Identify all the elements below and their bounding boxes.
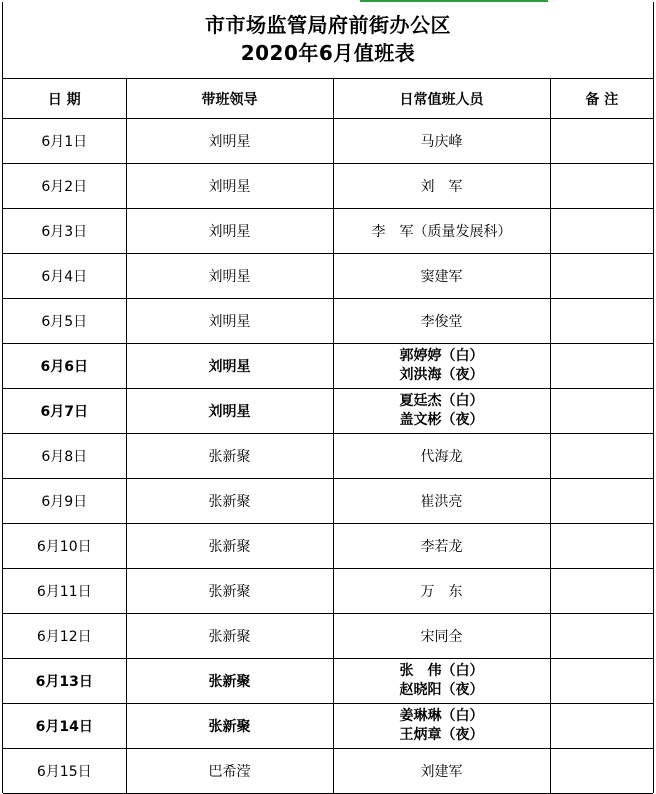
- staff-name: 李俊堂: [420, 314, 463, 330]
- header-date[interactable]: 日 期: [3, 79, 126, 119]
- staff-name: 刘洪海（夜）: [399, 367, 484, 383]
- cell-date[interactable]: 6月4日: [3, 254, 126, 299]
- cell-leader[interactable]: 巴希滢: [126, 749, 333, 794]
- table-row: [3, 524, 653, 569]
- cell-date[interactable]: 6月15日: [3, 749, 126, 794]
- cell-date[interactable]: 6月6日: [3, 344, 126, 389]
- cell-remarks[interactable]: [550, 659, 653, 704]
- staff-name: 宋同全: [420, 629, 463, 645]
- cell-staff[interactable]: [333, 119, 550, 164]
- staff-name: 赵晓阳（夜）: [399, 682, 484, 698]
- table-row: [3, 299, 653, 344]
- cell-date[interactable]: 6月11日: [3, 569, 126, 614]
- cell-remarks[interactable]: [550, 164, 653, 209]
- cell-leader[interactable]: 刘明星: [126, 254, 333, 299]
- cell-staff[interactable]: [333, 299, 550, 344]
- cell-remarks[interactable]: [550, 254, 653, 299]
- table-row: [3, 434, 653, 479]
- table-row: [3, 704, 653, 749]
- staff-name: 李 军（质量发展科）: [371, 224, 512, 240]
- cell-staff[interactable]: [333, 344, 550, 389]
- staff-name: 窦建军: [420, 269, 463, 285]
- staff-name: 马庆峰: [420, 134, 463, 150]
- cell-staff[interactable]: [333, 524, 550, 569]
- cell-leader[interactable]: 张新聚: [126, 659, 333, 704]
- header-row: [3, 79, 653, 119]
- cell-leader[interactable]: 张新聚: [126, 479, 333, 524]
- staff-name: 姜琳琳（白）: [399, 708, 484, 724]
- staff-name: 刘建军: [420, 764, 463, 780]
- cell-date[interactable]: 6月1日: [3, 119, 126, 164]
- cell-staff[interactable]: [333, 209, 550, 254]
- table-row: [3, 569, 653, 614]
- cell-date[interactable]: 6月2日: [3, 164, 126, 209]
- cell-leader[interactable]: 刘明星: [126, 164, 333, 209]
- header-leader[interactable]: 带班领导: [126, 79, 333, 119]
- cell-leader[interactable]: 刘明星: [126, 119, 333, 164]
- duty-roster-sheet: [2, 2, 654, 793]
- title-roster: 2020年6月值班表: [240, 41, 416, 65]
- cell-remarks[interactable]: [550, 119, 653, 164]
- cell-remarks[interactable]: [550, 344, 653, 389]
- title-office: 市市场监管局府前街办公区: [205, 13, 451, 37]
- table-row: [3, 119, 653, 164]
- header-staff[interactable]: 日常值班人员: [333, 79, 550, 119]
- cell-staff[interactable]: [333, 164, 550, 209]
- staff-name: 夏廷杰（白）: [399, 393, 484, 409]
- cell-remarks[interactable]: [550, 614, 653, 659]
- staff-name: 张 伟（白）: [399, 663, 484, 679]
- table-row: [3, 209, 653, 254]
- staff-name: 刘 军: [420, 179, 463, 195]
- staff-name: 代海龙: [420, 449, 463, 465]
- cell-date[interactable]: 6月9日: [3, 479, 126, 524]
- staff-name: 崔洪亮: [420, 494, 463, 510]
- cell-leader[interactable]: 张新聚: [126, 524, 333, 569]
- table-row: [3, 479, 653, 524]
- duty-roster-table: [3, 78, 653, 794]
- cell-leader[interactable]: 张新聚: [126, 614, 333, 659]
- cell-leader[interactable]: 刘明星: [126, 299, 333, 344]
- staff-name: 李若龙: [420, 539, 463, 555]
- cell-staff[interactable]: [333, 569, 550, 614]
- cell-staff[interactable]: [333, 704, 550, 749]
- cell-staff[interactable]: [333, 749, 550, 794]
- cell-leader[interactable]: 张新聚: [126, 569, 333, 614]
- staff-name: 郭婷婷（白）: [399, 348, 484, 364]
- table-row: [3, 389, 653, 434]
- cell-date[interactable]: 6月3日: [3, 209, 126, 254]
- cell-staff[interactable]: [333, 479, 550, 524]
- cell-remarks[interactable]: [550, 704, 653, 749]
- cell-leader[interactable]: 刘明星: [126, 209, 333, 254]
- cell-remarks[interactable]: [550, 299, 653, 344]
- cell-leader[interactable]: 刘明星: [126, 344, 333, 389]
- roster-body: [3, 119, 653, 794]
- title-block: [3, 2, 653, 78]
- cell-date[interactable]: 6月10日: [3, 524, 126, 569]
- cell-remarks[interactable]: [550, 749, 653, 794]
- cell-leader[interactable]: 张新聚: [126, 704, 333, 749]
- staff-name: 盖文彬（夜）: [399, 412, 484, 428]
- cell-leader[interactable]: 刘明星: [126, 389, 333, 434]
- staff-name: 王炳章（夜）: [399, 727, 484, 743]
- table-row: [3, 614, 653, 659]
- cell-staff[interactable]: [333, 389, 550, 434]
- cell-date[interactable]: 6月12日: [3, 614, 126, 659]
- cell-staff[interactable]: [333, 659, 550, 704]
- cell-date[interactable]: 6月14日: [3, 704, 126, 749]
- table-row: [3, 749, 653, 794]
- cell-date[interactable]: 6月5日: [3, 299, 126, 344]
- cell-remarks[interactable]: [550, 479, 653, 524]
- header-remarks[interactable]: 备 注: [550, 79, 653, 119]
- cell-date[interactable]: 6月8日: [3, 434, 126, 479]
- cell-remarks[interactable]: [550, 209, 653, 254]
- cell-remarks[interactable]: [550, 434, 653, 479]
- cell-leader[interactable]: 张新聚: [126, 434, 333, 479]
- table-row: [3, 254, 653, 299]
- cell-remarks[interactable]: [550, 524, 653, 569]
- table-row: [3, 344, 653, 389]
- cell-date[interactable]: 6月7日: [3, 389, 126, 434]
- cell-staff[interactable]: [333, 614, 550, 659]
- cell-remarks[interactable]: [550, 569, 653, 614]
- staff-name: 万 东: [420, 584, 463, 600]
- table-row: [3, 659, 653, 704]
- table-row: [3, 164, 653, 209]
- cell-date[interactable]: 6月13日: [3, 659, 126, 704]
- cell-staff[interactable]: [333, 254, 550, 299]
- cell-remarks[interactable]: [550, 389, 653, 434]
- cell-staff[interactable]: [333, 434, 550, 479]
